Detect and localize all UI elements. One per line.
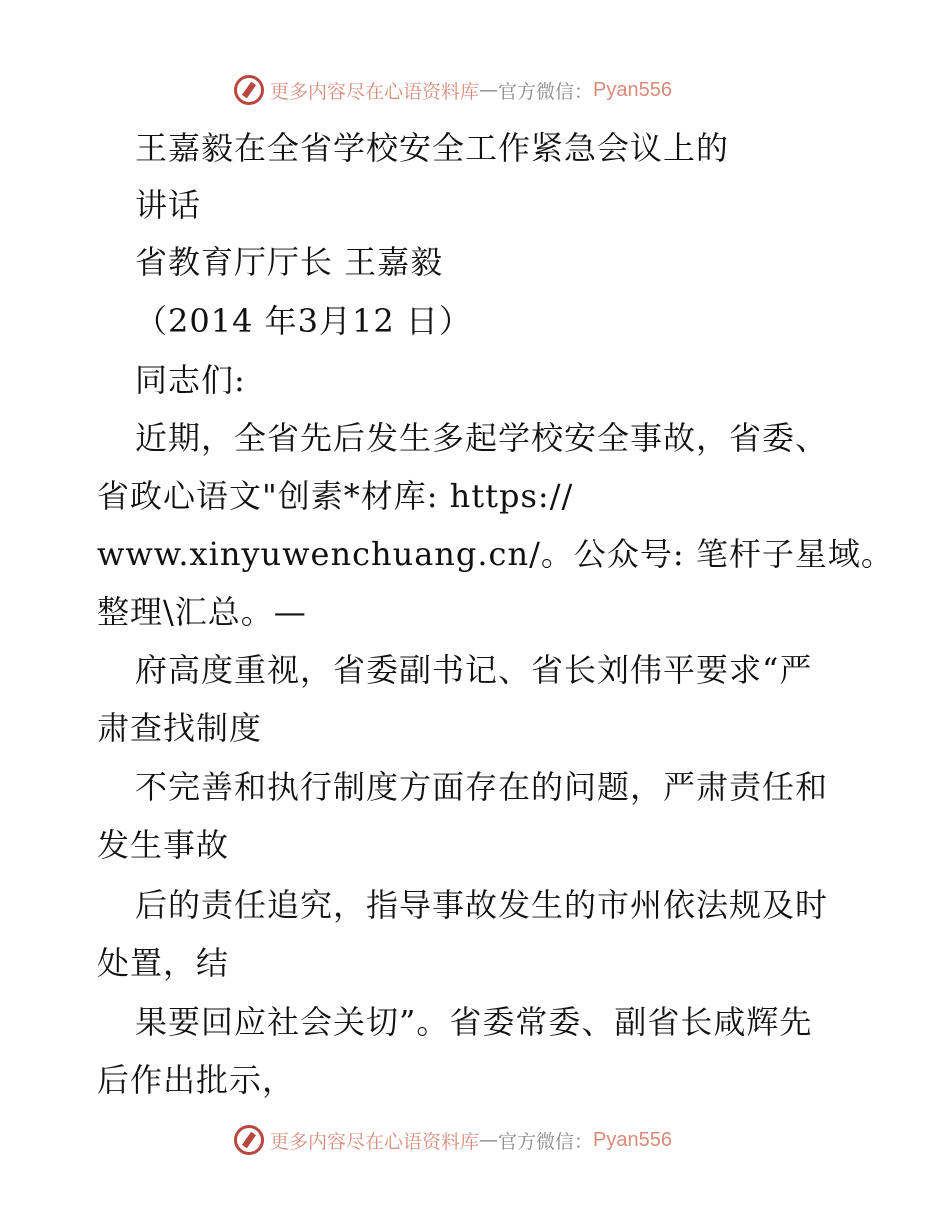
text-line: 后作出批示，	[97, 1061, 296, 1099]
watermark-site: 更多内容尽在心语资料库	[270, 1130, 480, 1153]
text-line: 省教育厅厅长 王嘉毅	[135, 243, 444, 281]
text-line: （2014 年3月12 日）	[135, 302, 472, 340]
header-watermark	[234, 72, 714, 108]
watermark-wechat-label: 官方微信：	[498, 1130, 594, 1153]
text-line: 果要回应社会关切”。省委常委、副省长咸辉先	[135, 1003, 813, 1041]
watermark-site: 更多内容尽在心语资料库	[270, 80, 480, 103]
text-line: 同志们:	[135, 361, 246, 399]
text-line: 不完善和执行制度方面存在的问题，严肃责任和	[135, 768, 829, 806]
text-line: 近期，全省先后发生多起学校安全事故，省委、	[135, 419, 829, 457]
text-line: 省政心语文"创素*材库: https://	[97, 477, 574, 515]
pen-logo-icon	[234, 1125, 264, 1155]
text-line: 肃查找制度	[97, 709, 263, 747]
watermark-wechat-label: 官方微信：	[498, 80, 594, 103]
text-line: 处置，结	[97, 944, 230, 982]
text-line: 整理\汇总。—	[97, 593, 307, 631]
text-line: 讲话	[135, 186, 202, 224]
watermark-sep: —	[479, 79, 499, 101]
pen-logo-icon	[234, 75, 264, 105]
watermark-sep: —	[479, 1129, 499, 1151]
text-line: www.xinyuwenchuang.cn/。公众号: 笔杆子星域。	[97, 535, 894, 573]
text-line: 王嘉毅在全省学校安全工作紧急会议上的	[135, 129, 730, 167]
watermark-wechat-id: Pyan556	[593, 1128, 672, 1151]
watermark-wechat-id: Pyan556	[593, 78, 672, 101]
text-line: 府高度重视，省委副书记、省长刘伟平要求“严	[135, 651, 813, 689]
text-line: 后的责任追究，指导事故发生的市州依法规及时	[135, 886, 829, 924]
text-line: 发生事故	[97, 826, 230, 864]
footer-watermark	[234, 1122, 714, 1158]
